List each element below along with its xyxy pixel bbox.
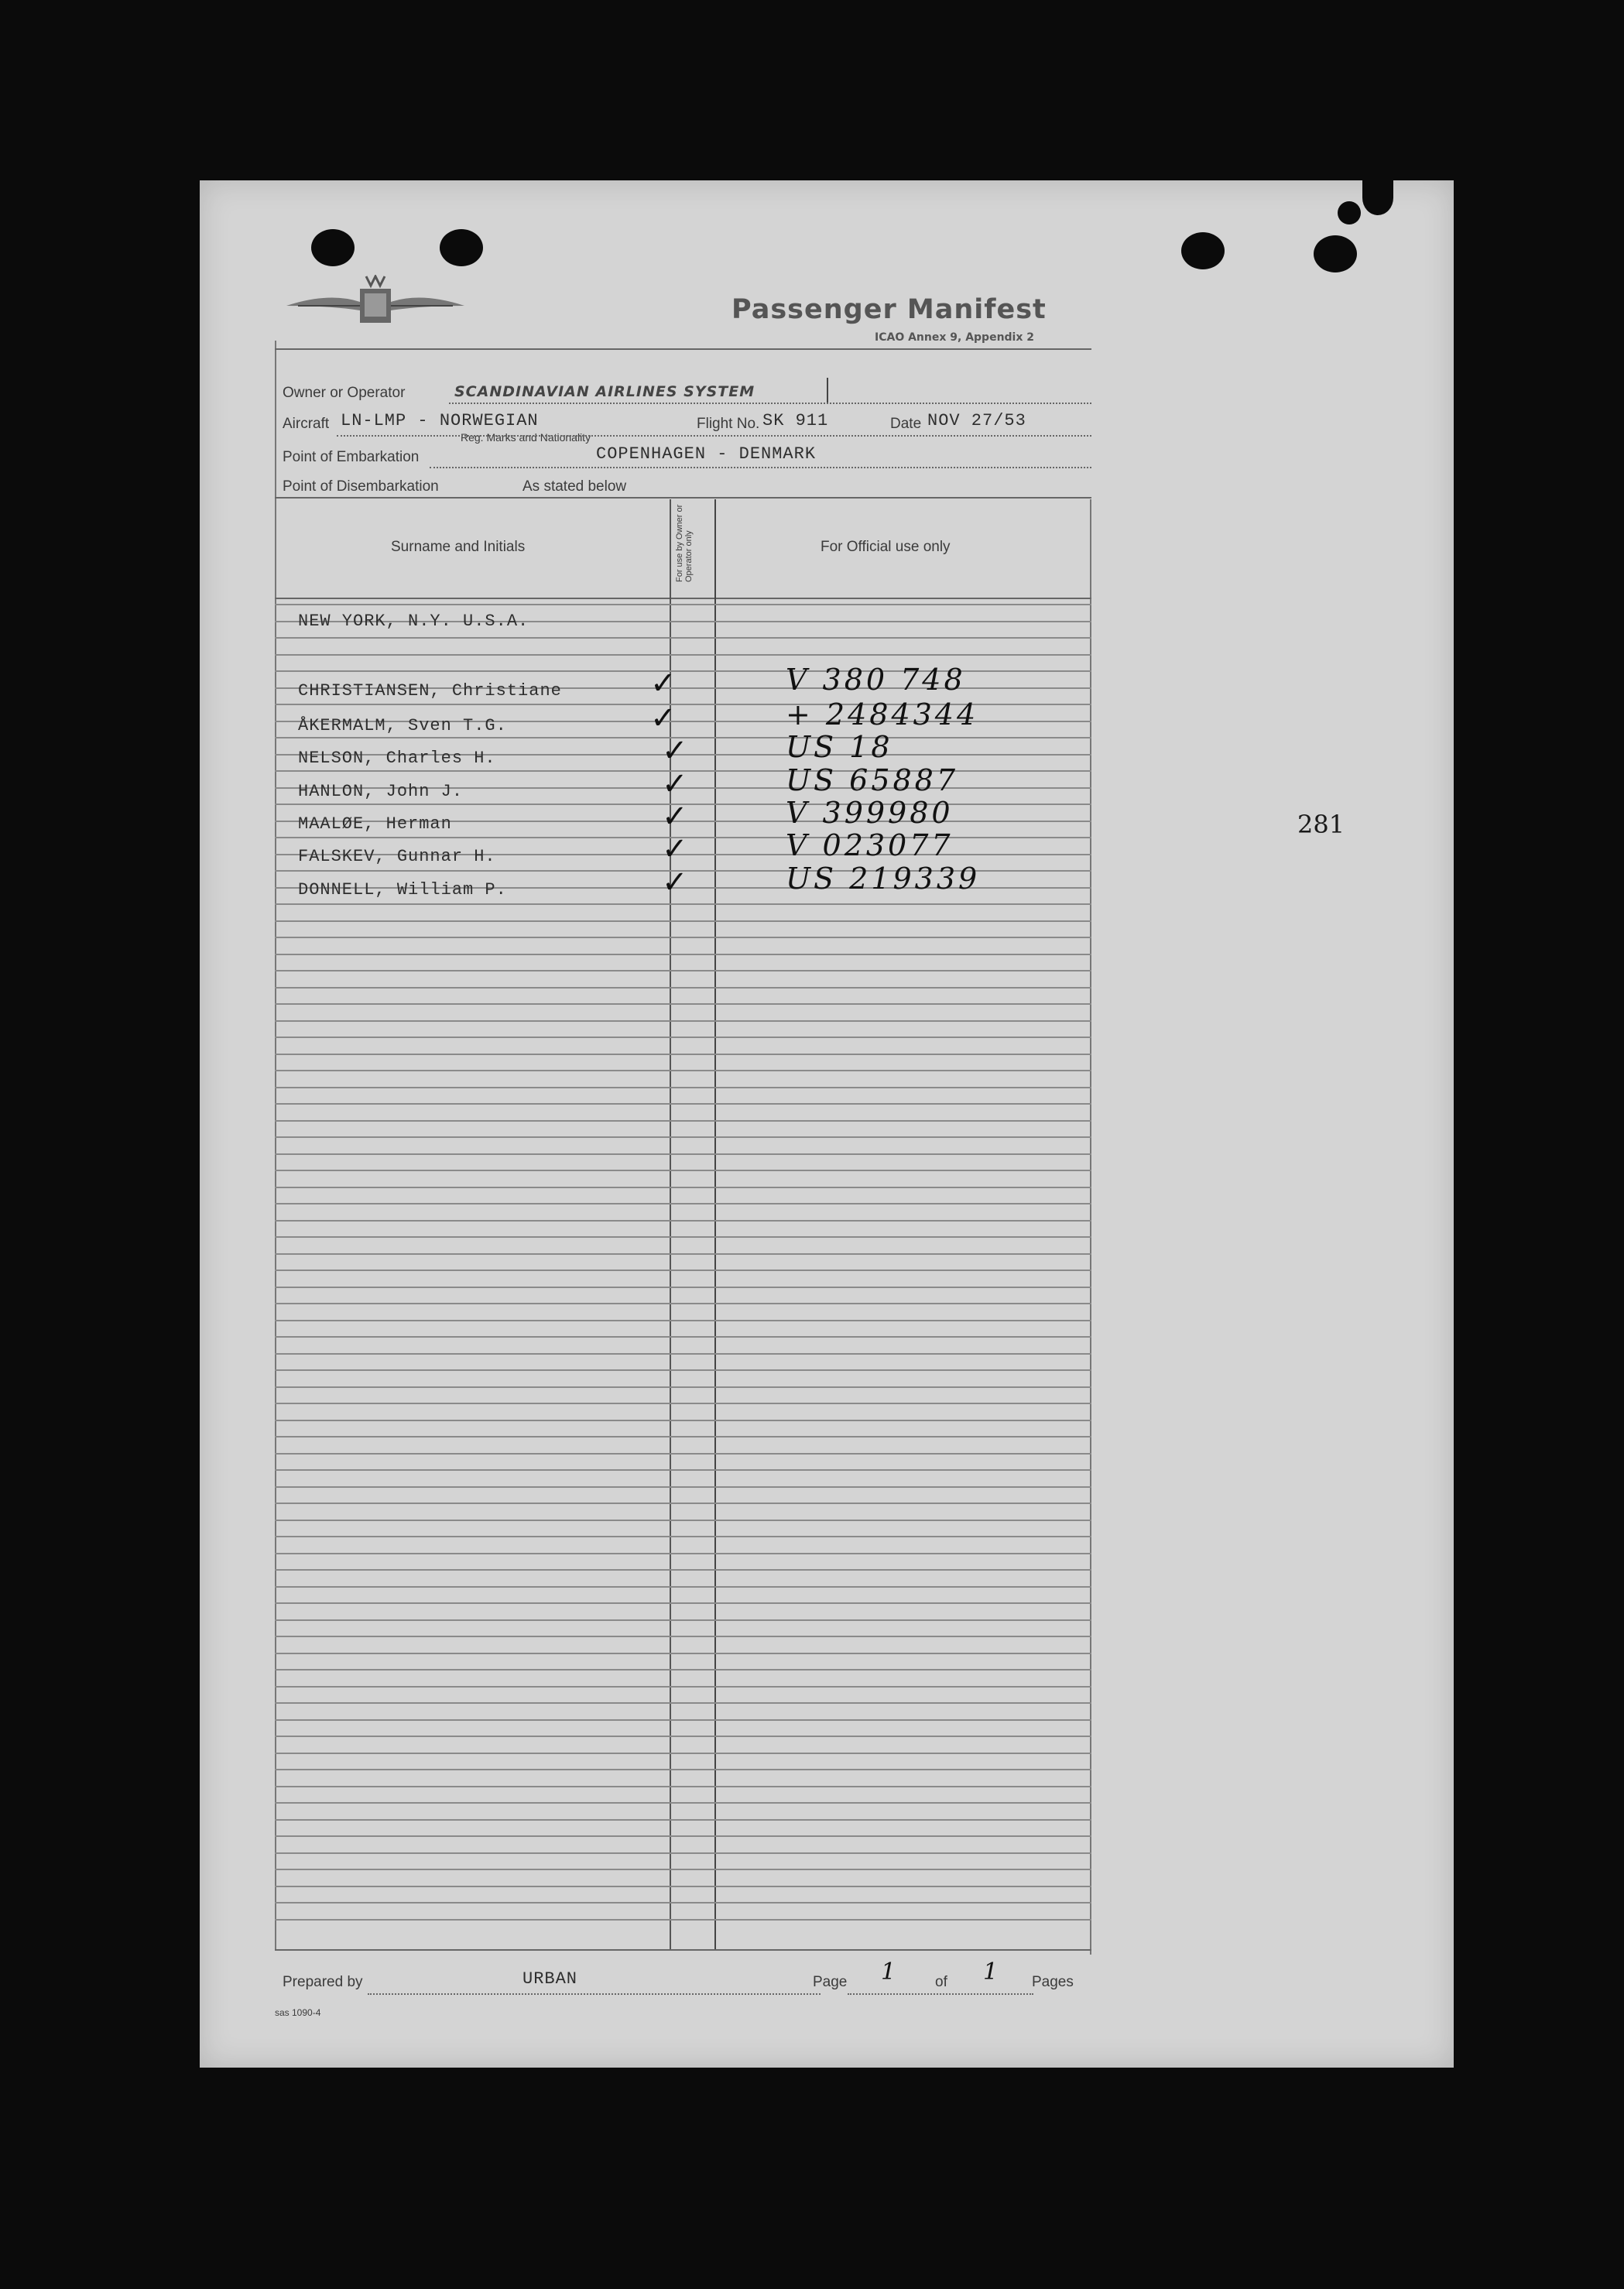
passenger-name: ÅKERMALM, Sven T.G. [298,716,507,735]
passenger-name: DONNELL, William P. [298,880,507,899]
check-mark: ✓ [650,666,680,701]
pages-label: Pages [1032,1974,1074,1990]
ruled-line [275,1020,1091,1022]
ruled-line [275,1702,1091,1704]
aircraft-value: LN-LMP - NORWEGIAN [341,411,539,430]
ruled-line [275,1253,1091,1255]
ruled-line [275,954,1091,955]
ruled-line [275,1103,1091,1105]
passenger-name: NELSON, Charles H. [298,749,496,768]
passenger-name: CHRISTIANSEN, Christiane [298,681,562,701]
ruled-line [275,1236,1091,1238]
ruled-line [275,1187,1091,1188]
ruled-line [275,1220,1091,1222]
ruled-line [275,1819,1091,1821]
official-entry: US 65887 [786,763,959,797]
manifest-form [275,232,1091,2018]
page-label: Page [813,1974,848,1990]
ruled-line [275,1536,1091,1537]
flight-label: Flight No. [697,416,760,432]
passenger-name: MAALØE, Herman [298,814,452,834]
check-mark: ✓ [662,733,691,769]
ruled-line [275,1769,1091,1770]
ruled-line [275,1902,1091,1904]
form-code: sas 1090-4 [275,2007,321,2018]
ruled-line [275,1753,1091,1754]
sas-logo-icon [283,275,468,337]
ruled-line [275,1835,1091,1837]
ruled-line [275,1569,1091,1571]
ruled-line [275,1503,1091,1504]
check-mark: ✓ [662,799,691,834]
ruled-line [275,1586,1091,1588]
ruled-line [275,1602,1091,1604]
ruled-line [275,937,1091,938]
ruled-line [275,920,1091,922]
reg-caption: Reg. Marks and Nationality [461,431,591,444]
check-mark: ✓ [662,766,691,802]
ruled-line [275,1336,1091,1338]
prepared-value: URBAN [522,1969,578,1989]
of-label: of [935,1974,947,1990]
ruled-line [275,970,1091,971]
col-operator-header: For use by Owner or Operator only [675,504,694,582]
official-entry: + 2484344 [786,697,979,732]
embark-line [430,467,1091,468]
ruled-line [275,1469,1091,1471]
official-entry: US 219339 [786,862,981,896]
date-label: Date [890,416,922,432]
date-value: NOV 27/53 [927,411,1026,430]
ruled-line [275,1087,1091,1088]
ruled-line [275,1653,1091,1654]
page-line [848,1993,1033,1995]
check-mark: ✓ [662,865,691,900]
ruled-line [275,1303,1091,1304]
embark-value: COPENHAGEN - DENMARK [596,444,817,464]
ruled-line [275,1403,1091,1404]
ruled-line [275,1786,1091,1787]
ruled-line [275,1353,1091,1355]
owner-label: Owner or Operator [283,385,406,401]
punch-hole [1314,235,1357,272]
ruled-line [275,1003,1091,1005]
official-entry: US 18 [786,730,893,764]
ruled-line [275,670,1091,672]
ruled-line [275,1320,1091,1321]
ruled-line [275,1453,1091,1455]
ruled-line [275,1153,1091,1155]
owner-line [449,403,1091,404]
ruled-line [275,1852,1091,1854]
ruled-line [275,1619,1091,1621]
header-rule [275,348,1091,350]
ruled-line [275,1553,1091,1554]
aircraft-label: Aircraft [283,416,330,432]
ruled-line [275,1136,1091,1138]
official-entry: V 023077 [786,828,954,862]
ruled-line [275,1802,1091,1804]
ruled-line [275,1736,1091,1737]
destination: NEW YORK, N.Y. U.S.A. [298,612,529,631]
passenger-name: FALSKEV, Gunnar H. [298,847,496,866]
form-title: Passenger Manifest [731,294,1047,325]
ruled-line [275,1270,1091,1271]
prepared-line [368,1993,821,1995]
aircraft-line [337,435,1091,437]
page-number: 281 [1297,810,1345,839]
ruled-line [275,1037,1091,1038]
flight-value: SK 911 [762,411,829,430]
col-surname-header: Surname and Initials [391,539,526,555]
ruled-line [275,1054,1091,1055]
ruled-line [275,1386,1091,1388]
ruled-line [275,637,1091,639]
owner-separator [827,378,828,403]
embark-label: Point of Embarkation [283,449,420,465]
prepared-label: Prepared by [283,1974,363,1990]
footer-rule [275,1949,1091,1951]
ruled-line [275,1869,1091,1870]
ruled-line [275,1369,1091,1371]
ruled-line [275,1719,1091,1721]
of-value: 1 [983,1958,1002,1986]
owner-value: SCANDINAVIAN AIRLINES SYSTEM [454,383,755,400]
page-value: 1 [881,1958,899,1986]
ruled-line [275,1486,1091,1488]
ruled-line [275,1203,1091,1204]
disembark-value: As stated below [522,478,627,495]
ruled-line [275,1170,1091,1171]
official-entry: V 380 748 [786,663,966,697]
ruled-line [275,1669,1091,1670]
ruled-line [275,1436,1091,1437]
paper-tear [1362,180,1393,215]
disembark-label: Point of Disembarkation [283,478,439,495]
col-official-header: For Official use only [821,539,951,555]
ruled-line [275,1686,1091,1688]
ruled-line [275,1120,1091,1122]
ruled-line [275,1287,1091,1288]
col-header-rule [275,598,1091,599]
official-entry: V 399980 [786,796,954,830]
passenger-name: HANLON, John J. [298,782,464,801]
ruled-line [275,1070,1091,1071]
ruled-line [275,1886,1091,1887]
ruled-line [275,987,1091,989]
ruled-line [275,903,1091,905]
form-subtitle: ICAO Annex 9, Appendix 2 [875,331,1035,344]
ruled-line [275,1520,1091,1521]
check-mark: ✓ [662,831,691,867]
ruled-line [275,604,1091,605]
paper-tear [1338,201,1361,224]
ruled-line [275,1919,1091,1921]
punch-hole [1181,232,1225,269]
ruled-line [275,1420,1091,1421]
ruled-line [275,654,1091,656]
check-mark: ✓ [650,701,680,736]
ruled-line [275,1636,1091,1637]
